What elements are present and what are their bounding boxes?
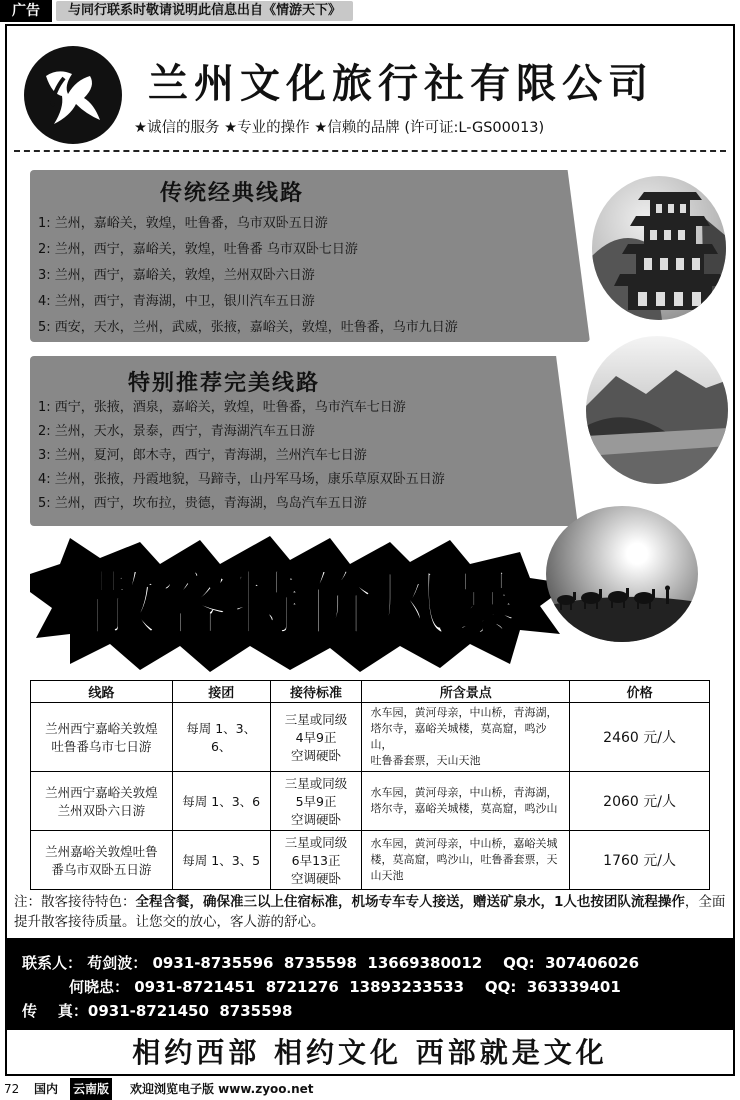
header-standard: 接待标准 (270, 681, 362, 703)
contact-line-2: 何晓忠： 0931-8721451 8721276 13893233533 QQ: 363339401 (22, 978, 621, 996)
route-line: 番乌市双卧五日游 (51, 862, 152, 877)
banner-text: 散客特价风暴 (88, 562, 520, 645)
standard-line: 三星或同级 (284, 712, 348, 727)
sights-cell (362, 772, 570, 831)
contact-line-1: 联系人： 苟剑波： 0931-8735596 8735598 13669380012 QQ: 307406026 (22, 954, 640, 972)
schedule-cell: 每周 1、3、5 (172, 831, 270, 890)
standard-cell (270, 703, 362, 772)
list-item: 3: 兰州，夏河，郎木寺，西宁，青海湖，兰州汽车七日游 (38, 448, 367, 463)
route-cell (31, 772, 173, 831)
standard-line: 6早13正 (291, 853, 341, 868)
list-item: 4: 兰州，西宁，青海湖，中卫，银川汽车五日游 (38, 294, 315, 309)
standard-line: 三星或同级 (284, 835, 348, 850)
sights-line: 楼，莫高窟，鸣沙山，吐鲁番套票，天 (370, 853, 558, 866)
list-item: 2: 兰州，西宁，嘉峪关，敦煌，吐鲁番 乌市双卧七日游 (38, 242, 358, 257)
company-name: 兰州文化旅行社有限公司 (148, 60, 654, 107)
route-line: 兰州嘉峪关敦煌吐鲁 (45, 844, 158, 859)
route-line: 兰州西宁嘉峪关敦煌 (45, 785, 158, 800)
price-cell: 2060 元/人 (570, 772, 710, 831)
note-prefix: 注：散客接待特色： (14, 894, 136, 910)
standard-line: 5早9正 (295, 794, 337, 809)
note-highlight: 全程含餐，确保准三以上住宿标准，机场专车专人接送，赠送矿泉水，1人也按团队流程操作 (135, 894, 685, 910)
sights-cell (362, 831, 570, 890)
table-row (31, 772, 710, 831)
top-strip (0, 0, 740, 22)
list-item: 5: 兰州，西宁，坎布拉，贵德，青海湖，鸟岛汽车五日游 (38, 496, 367, 511)
route-line: 兰州西宁嘉峪关敦煌 (45, 721, 158, 736)
recommended-routes-list (38, 396, 568, 516)
recommended-routes-title: 特别推荐完美线路 (128, 371, 321, 396)
classic-routes-title: 传统经典线路 (160, 181, 305, 206)
list-item: 1: 西宁，张掖，酒泉，嘉峪关，敦煌，吐鲁番，乌市汽车七日游 (38, 400, 406, 415)
classic-routes-list (38, 211, 578, 341)
header-schedule: 接团 (172, 681, 270, 703)
table-header-row (31, 681, 710, 703)
list-item: 1: 兰州，嘉峪关，敦煌，吐鲁番，乌市双卧五日游 (38, 216, 328, 231)
note-suffix: ，全面提升散客接待质量。让您交的放心，客人游的舒心。 (14, 894, 726, 930)
schedule-cell: 每周 1、3、6 (172, 772, 270, 831)
lake-mountain-photo (586, 336, 728, 484)
standard-line: 空调硬卧 (291, 748, 342, 763)
company-slogan: ★诚信的服务 ★专业的操作 ★信赖的品牌 (许可证:L-GS00013) (134, 120, 545, 136)
standard-cell (270, 831, 362, 890)
route-cell (31, 703, 173, 772)
edition-badge: 云南版 (70, 1078, 112, 1100)
footer-slogan: 相约西部 相约文化 西部就是文化 (132, 1036, 608, 1069)
route-line: 兰州双卧六日游 (57, 803, 146, 818)
sights-line: 山天池 (370, 869, 404, 882)
sights-line: 水车园，黄河母亲，中山桥，嘉峪关城 (370, 837, 558, 850)
schedule-cell: 每周 1、3、6、 (172, 703, 270, 772)
price-table (30, 680, 710, 890)
sights-line: 塔尔寺，嘉峪关城楼，莫高窟，鸣沙山， (370, 722, 547, 751)
route-line: 吐鲁番乌市七日游 (51, 739, 152, 754)
table-row (31, 831, 710, 890)
standard-line: 空调硬卧 (291, 812, 342, 827)
promo-banner (30, 534, 570, 674)
list-item: 5: 西安，天水，兰州，武威，张掖，嘉峪关，敦煌，吐鲁番，乌市九日游 (38, 320, 458, 335)
desert-camel-photo (546, 506, 698, 642)
standard-cell (270, 772, 362, 831)
list-item: 3: 兰州，西宁，嘉峪关，敦煌，兰州双卧六日游 (38, 268, 315, 283)
sights-cell (362, 703, 570, 772)
list-item: 2: 兰州，天水，景泰，西宁，青海湖汽车五日游 (38, 424, 315, 439)
route-cell (31, 831, 173, 890)
dashed-divider (14, 150, 726, 152)
price-cell: 2460 元/人 (570, 703, 710, 772)
list-item: 4: 兰州，张掖，丹霞地貌，马蹄寺，山丹军马场，康乐草原双卧五日游 (38, 472, 445, 487)
sights-line: 水车园，黄河母亲，中山桥，青海湖， (370, 706, 558, 719)
standard-line: 三星或同级 (284, 776, 348, 791)
header-price: 价格 (570, 681, 710, 703)
service-note (14, 892, 726, 932)
mogao-grottoes-photo (592, 176, 726, 320)
table-row (31, 703, 710, 772)
page-number: 72 (4, 1082, 20, 1096)
contact-box (6, 938, 734, 1030)
fax-line: 传 真：0931-8721450 8735598 (22, 1002, 293, 1020)
company-logo (24, 46, 122, 144)
price-cell: 1760 元/人 (570, 831, 710, 890)
bottom-strip (0, 1078, 740, 1100)
standard-line: 4早9正 (295, 730, 337, 745)
header-route: 线路 (31, 681, 173, 703)
sights-line: 吐鲁番套票，天山天池 (370, 754, 481, 767)
header-sights: 所含景点 (362, 681, 570, 703)
source-notice: 与同行联系时敬请说明此信息出自《情游天下》 (56, 1, 353, 21)
section-label: 国内 (34, 1082, 59, 1096)
sights-line: 塔尔寺，嘉峪关城楼，莫高窟，鸣沙山 (370, 802, 558, 815)
ad-tag: 广告 (0, 0, 52, 22)
sights-line: 水车园，黄河母亲，中山桥，青海湖， (370, 786, 558, 799)
website-text: 欢迎浏览电子版 www.zyoo.net (130, 1082, 314, 1096)
standard-line: 空调硬卧 (291, 871, 342, 886)
